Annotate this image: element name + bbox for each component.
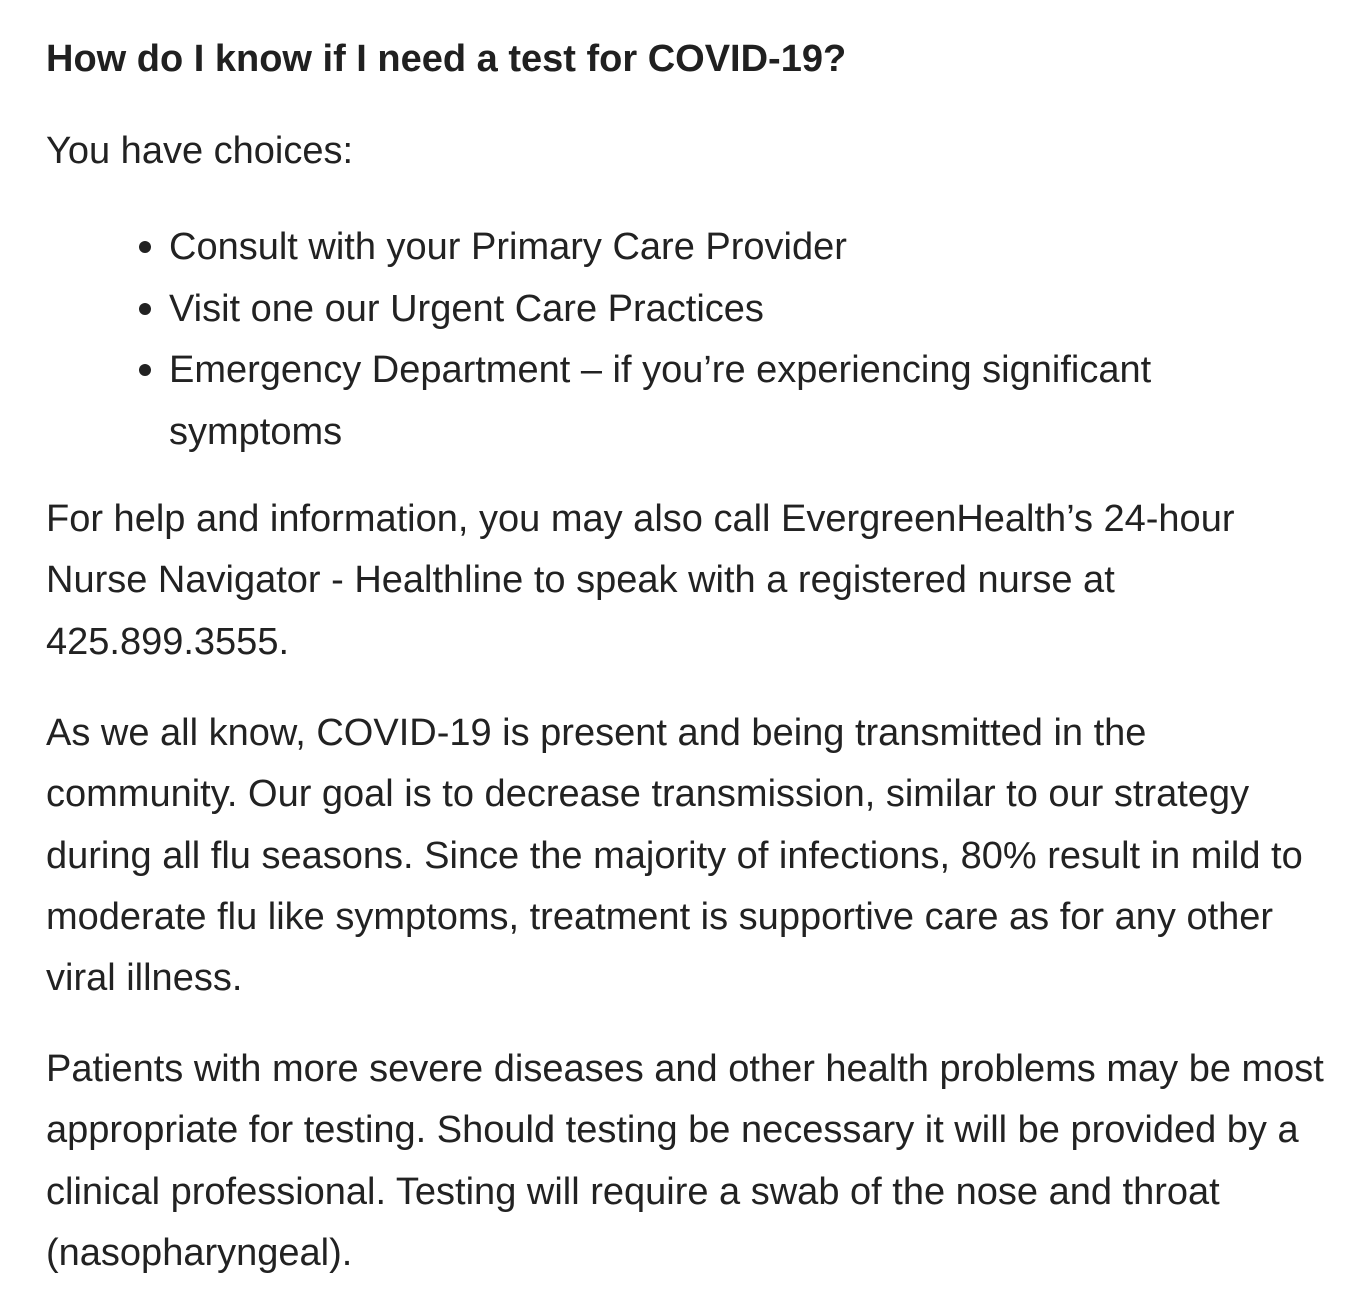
choice-emergency-department: Emergency Department – if you’re experiencing significant symptoms xyxy=(46,340,1309,463)
transmission-paragraph: As we all know, COVID-19 is present and being transmitted in the community. Our goal is to decrease transmission, similar to our strategy during all flu seasons. Since the majority of infections, 80% result in mild to moderate flu like symptoms, treatment is supportive care as for any other viral illness. xyxy=(46,712,1303,1000)
choices-intro: You have choices: xyxy=(46,130,354,172)
choice-primary-care: Consult with your Primary Care Provider xyxy=(46,217,1309,279)
testing-paragraph: Patients with more severe diseases and other health problems may be most appropriate for testing. Should testing be necessary it will be provided by a clinical professional. Testing will require a swab of the nose and throat (nasopharyngeal). xyxy=(46,1048,1324,1274)
choices-list xyxy=(46,217,1309,463)
choice-urgent-care: Visit one our Urgent Care Practices xyxy=(46,279,1309,341)
article-heading: How do I know if I need a test for COVID-19? xyxy=(46,38,847,80)
nurse-navigator-paragraph: For help and information, you may also call EvergreenHealth’s 24-hour Nurse Navigator - Healthline to speak with a registered nurse at 425.899.3555. xyxy=(46,498,1235,663)
